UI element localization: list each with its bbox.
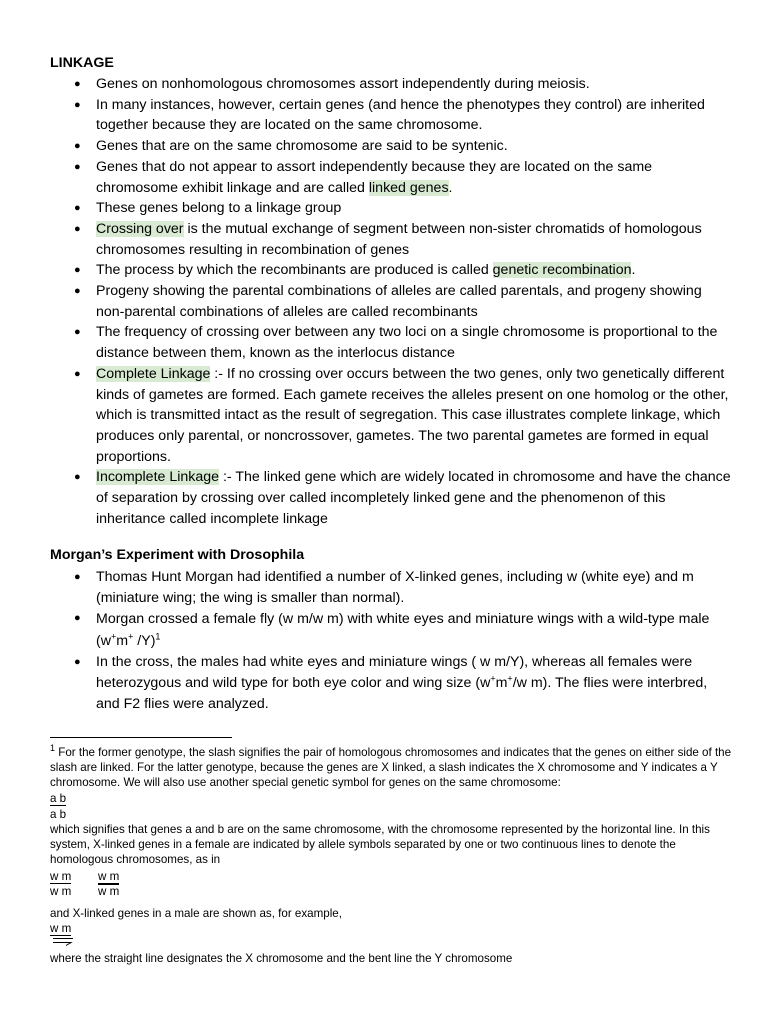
list-item: ● Morgan crossed a female fly (w m/w m) with white eyes and miniature wings with a wild-type male (w+m+ /Y)$^1$	[50, 608, 734, 652]
wm-single-line-bottom: w m	[50, 885, 72, 898]
bullet-icon: ●	[74, 656, 81, 669]
bullet-icon: ●	[74, 160, 81, 173]
list-item: ● Progeny showing the parental combinations of alleles are called parentals, and progeny showing non-parental combinations of alleles are called recombinants	[74, 283, 702, 320]
list-item: ● Complete Linkage :- If no crossing over occurs between the two genes, only two genetically different kinds of gametes are formed. Each gamete receives the alleles present on one homolog or the other, which is transmitted intact as the result of segregation. This case illustrates complete linkage, which produces only parental, or noncrossover, gametes. The two parental gametes are formed in equal proportions.	[74, 365, 729, 465]
linkage-heading: LINKAGE	[50, 55, 114, 71]
list-item: ● Incomplete Linkage :- The linked gene which are widely located in chromosome and have the chance of separation by crossing over called incompletely linked gene and the phenomenon of this inheritance called incomplete linkage	[74, 469, 731, 527]
bullet-icon: ●	[74, 612, 81, 625]
highlighted-term: genetic recombination	[492, 262, 632, 279]
bullet-icon: ●	[74, 326, 81, 339]
ab-symbol-top: a b	[50, 792, 67, 805]
footnote-marker: 1	[50, 743, 56, 754]
footnote-paragraph-1: $^1$ For the former genotype, the slash signifies the pair of homologous chromosomes and indicates that the genes on either side of the slash are linked. For the latter genotype, because the genes are X linked, a slash indicates the X chromosome and Y indicates a Y chromosome. We will also use another special genetic symbol for genes on the same chromosome:	[50, 743, 732, 789]
bullet-icon: ●	[74, 140, 81, 153]
wm-double-line-top: w m	[98, 870, 120, 883]
footnote-ref[interactable]: 1	[155, 631, 161, 642]
list-item: ● In many instances, however, certain genes (and hence the phenotypes they control) are inherited together because they are located on the same chromosome.	[74, 96, 705, 134]
highlighted-term: linked genes	[368, 179, 449, 196]
list-item: ● Genes on nonhomologous chromosomes assort independently during meiosis.	[50, 74, 734, 95]
list-item: ● In the cross, the males had white eyes and miniature wings ( w m/Y), whereas all females were heterozygous and wild type for both eye color and wing size (w+m+/w m). The flies were interbred, and F2 flies were analyzed.	[74, 654, 708, 712]
bullet-icon: ●	[74, 571, 81, 583]
highlighted-term: Incomplete Linkage	[96, 469, 220, 486]
list-item: ● Genes that are on the same chromosome are said to be syntenic.	[50, 136, 734, 157]
list-item: ● Crossing over is the mutual exchange of segment between non-sister chromatids of homologous chromosomes resulting in recombination of genes	[74, 220, 702, 258]
wm-double-line-bottom: w m	[98, 885, 120, 898]
list-item: ● The frequency of crossing over between any two loci on a single chromosome is proportional to the distance between them, known as the interlocus distance	[74, 324, 718, 362]
linkage-list	[50, 74, 734, 529]
footnote-paragraph-3: and X-linked genes in a male are shown as, for example,	[50, 907, 342, 920]
list-item: ● These genes belong to a linkage group	[50, 198, 734, 219]
list-item: ● Thomas Hunt Morgan had identified a number of X-linked genes, including w (white eye) and m (miniature wing; the wing is smaller than normal).	[74, 569, 694, 606]
bent-y-line-icon	[53, 937, 75, 947]
bullet-icon: ●	[74, 98, 81, 111]
list-item: ● The process by which the recombinants are produced is called genetic recombination.	[50, 260, 734, 281]
bullet-icon: ●	[74, 264, 81, 277]
bullet-icon: ●	[74, 471, 81, 484]
highlighted-term: Crossing over	[96, 220, 184, 237]
bullet-icon: ●	[74, 222, 81, 235]
morgan-list	[50, 567, 734, 715]
list-item: ● Genes that do not appear to assort independently because they are located on the same chromosome exhibit linkage and are called linked genes.	[74, 158, 653, 196]
footnote-paragraph-2: which signifies that genes a and b are on the same chromosome, with the chromosome represented by the horizontal line. In this system, X-linked genes in a female are indicated by allele symbols separated by one or two continuous lines to denote the homologous chromosomes, as in	[50, 823, 710, 866]
footnote-separator	[50, 737, 232, 738]
bullet-icon: ●	[74, 285, 81, 298]
ab-symbol-bottom: a b	[50, 808, 67, 821]
footnote-paragraph-4: where the straight line designates the X chromosome and the bent line the Y chromosome	[50, 952, 513, 965]
bullet-icon: ●	[74, 78, 81, 90]
bullet-icon: ●	[74, 202, 81, 215]
bullet-icon: ●	[74, 367, 81, 380]
morgan-heading: Morgan’s Experiment with Drosophila	[50, 547, 305, 563]
highlighted-term: Complete Linkage	[96, 365, 211, 382]
wm-single-line-top: w m	[50, 870, 72, 883]
wm-male-top: w m	[50, 922, 72, 935]
